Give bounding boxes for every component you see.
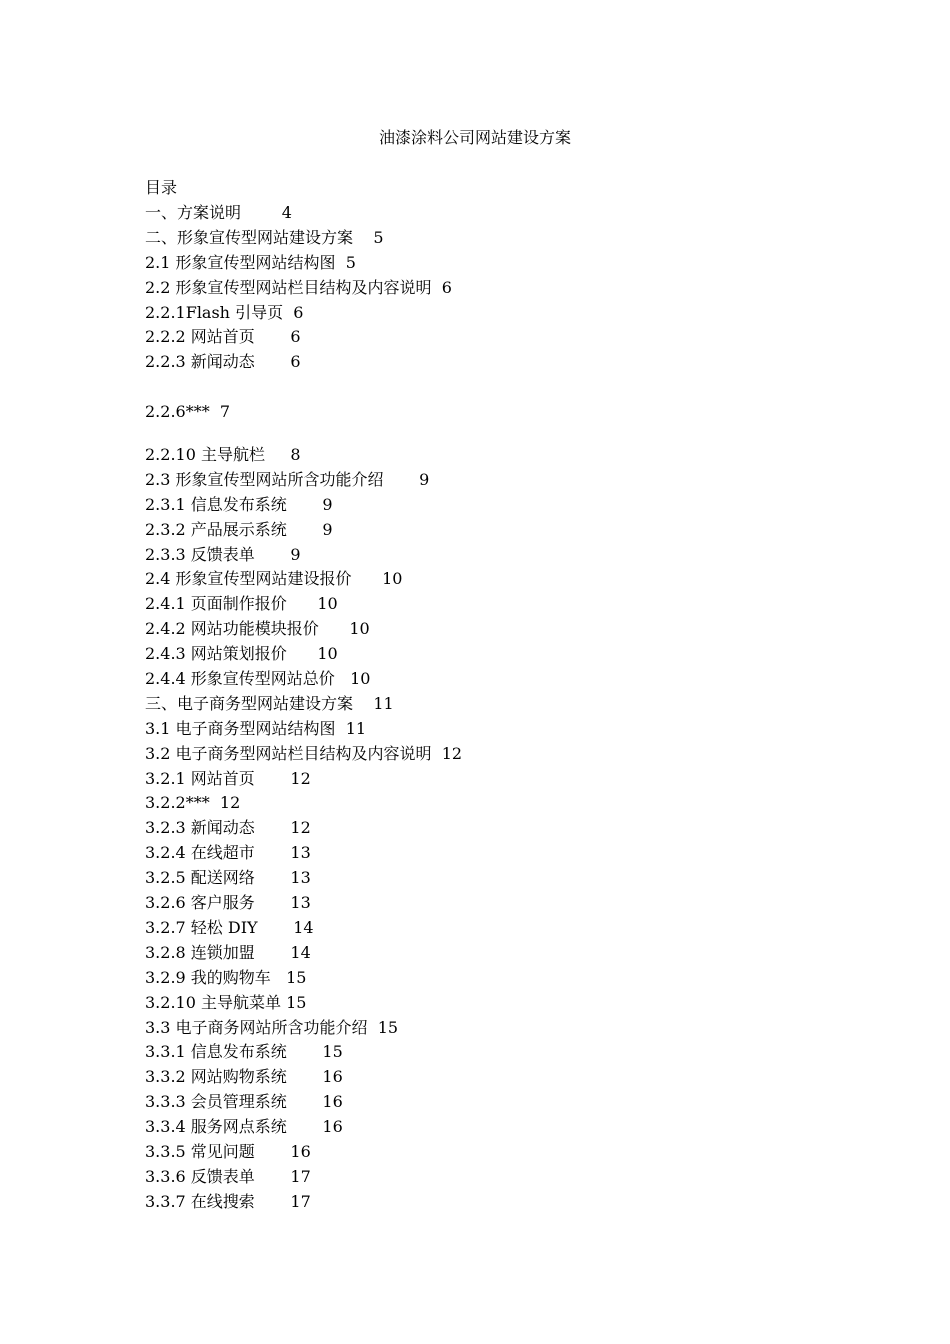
toc-entry[interactable] — [145, 443, 845, 468]
toc-entry-label: 2.2.1Flash 引导页 — [145, 302, 284, 322]
toc-entry[interactable] — [145, 941, 845, 966]
toc-entry[interactable] — [145, 325, 845, 350]
toc-entry-label: 2.3 形象宣传型网站所含功能介绍 — [145, 469, 384, 489]
toc-entry-spacer — [352, 569, 383, 588]
toc-entry[interactable] — [145, 226, 845, 251]
toc-entry-spacer — [336, 719, 346, 738]
toc-entry-label: 3.2.8 连锁加盟 — [145, 942, 255, 962]
table-of-contents — [145, 201, 845, 1215]
toc-entry-spacer — [255, 769, 291, 788]
toc-entry[interactable] — [145, 400, 845, 425]
toc-entry-spacer — [287, 1067, 323, 1086]
toc-entry-spacer — [258, 918, 294, 937]
toc-entry-spacer — [287, 594, 318, 613]
toc-entry-page-number: 10 — [317, 594, 338, 614]
toc-entry-spacer — [336, 253, 346, 272]
toc-entry-spacer — [210, 793, 220, 812]
toc-entry-label: 二、形象宣传型网站建设方案 — [145, 227, 354, 247]
toc-entry-label: 3.2.2*** — [145, 793, 210, 813]
toc-entry[interactable] — [145, 592, 845, 617]
toc-entry-spacer — [255, 893, 291, 912]
toc-entry-spacer — [335, 669, 350, 688]
toc-entry-page-number: 13 — [290, 868, 311, 888]
toc-entry-spacer — [287, 1042, 323, 1061]
toc-entry-page-number: 6 — [290, 352, 301, 372]
toc-entry[interactable] — [145, 916, 845, 941]
toc-entry-label: 3.3 电子商务网站所含功能介绍 — [145, 1017, 368, 1037]
toc-entry-page-number: 14 — [293, 917, 314, 937]
toc-entry-label: 3.2.4 在线超市 — [145, 843, 255, 863]
toc-entry-page-number: 9 — [290, 544, 301, 564]
toc-entry[interactable] — [145, 692, 845, 717]
toc-entry-label: 2.2.10 主导航栏 — [145, 445, 265, 465]
toc-entry-page-number: 17 — [290, 1166, 311, 1186]
toc-entry-spacer — [255, 1142, 291, 1161]
toc-entry-spacer — [255, 1167, 291, 1186]
toc-entry-page-number: 6 — [441, 277, 452, 297]
toc-entry-page-number: 14 — [290, 942, 311, 962]
toc-entry-spacer — [255, 327, 291, 346]
toc-entry-spacer — [384, 470, 420, 489]
toc-entry-label: 2.4.1 页面制作报价 — [145, 594, 287, 614]
toc-entry[interactable] — [145, 567, 845, 592]
toc-entry-label: 2.4.2 网站功能模块报价 — [145, 619, 319, 639]
toc-entry-label: 2.3.3 反馈表单 — [145, 544, 255, 564]
toc-entry-spacer — [255, 868, 291, 887]
toc-entry-spacer — [283, 303, 293, 322]
toc-entry-spacer — [368, 1018, 378, 1037]
toc-entry[interactable] — [145, 518, 845, 543]
toc-entry-label: 3.2.3 新闻动态 — [145, 818, 255, 838]
toc-entry[interactable] — [145, 1165, 845, 1190]
toc-entry-spacer — [353, 694, 373, 713]
toc-entry-label: 2.4.3 网站策划报价 — [145, 644, 287, 664]
toc-entry-label: 2.3.2 产品展示系统 — [145, 519, 287, 539]
toc-entry-page-number: 10 — [350, 669, 371, 689]
toc-entry-label: 3.3.5 常见问题 — [145, 1141, 255, 1161]
toc-entry-page-number: 16 — [290, 1141, 311, 1161]
toc-entry[interactable] — [145, 301, 845, 326]
toc-entry-label: 3.1 电子商务型网站结构图 — [145, 718, 336, 738]
toc-entry-page-number: 15 — [286, 992, 307, 1012]
toc-entry-spacer — [432, 278, 442, 297]
toc-entry-page-number: 16 — [322, 1092, 343, 1112]
toc-entry-spacer — [432, 744, 442, 763]
toc-entry[interactable] — [145, 468, 845, 493]
toc-entry-page-number: 6 — [290, 327, 301, 347]
toc-entry-label: 3.2.6 客户服务 — [145, 893, 255, 913]
toc-entry-page-number: 9 — [322, 519, 333, 539]
toc-entry[interactable] — [145, 891, 845, 916]
toc-entry[interactable] — [145, 966, 845, 991]
toc-entry[interactable] — [145, 667, 845, 692]
toc-entry-page-number: 10 — [317, 644, 338, 664]
toc-entry-page-number: 8 — [290, 445, 301, 465]
toc-entry-label: 2.2.2 网站首页 — [145, 327, 255, 347]
toc-entry[interactable] — [145, 767, 845, 792]
toc-entry-page-number: 17 — [290, 1191, 311, 1211]
toc-entry[interactable] — [145, 1016, 845, 1041]
toc-entry-spacer — [287, 1092, 323, 1111]
toc-entry-spacer — [255, 818, 291, 837]
toc-entry-spacer — [255, 843, 291, 862]
toc-entry-page-number: 5 — [373, 227, 384, 247]
toc-entry-spacer — [319, 619, 350, 638]
toc-entry-label: 3.3.4 服务网点系统 — [145, 1117, 287, 1137]
toc-entry[interactable] — [145, 251, 845, 276]
toc-entry-spacer — [255, 943, 291, 962]
toc-entry-spacer — [287, 644, 318, 663]
toc-entry-spacer — [255, 545, 291, 564]
toc-entry-page-number: 11 — [373, 693, 394, 713]
toc-entry-page-number: 6 — [293, 302, 304, 322]
toc-entry[interactable] — [145, 866, 845, 891]
toc-entry-label: 一、方案说明 — [145, 203, 242, 222]
toc-entry-spacer — [287, 520, 323, 539]
toc-entry[interactable] — [145, 1040, 845, 1065]
toc-heading: 目录 — [145, 178, 178, 197]
toc-entry-page-number: 5 — [345, 252, 356, 272]
toc-entry-page-number: 9 — [419, 469, 430, 489]
toc-entry[interactable] — [145, 1090, 845, 1115]
toc-entry-label: 3.2.10 主导航菜单 — [145, 992, 281, 1012]
toc-entry-page-number: 12 — [441, 743, 463, 763]
toc-entry-label: 3.3.3 会员管理系统 — [145, 1092, 287, 1112]
toc-entry-page-number: 16 — [322, 1117, 343, 1137]
toc-entry[interactable] — [145, 350, 845, 375]
toc-entry-page-number: 7 — [219, 402, 231, 422]
toc-entry[interactable] — [145, 493, 845, 518]
toc-entry[interactable] — [145, 276, 845, 301]
toc-entry[interactable] — [145, 717, 845, 742]
toc-entry-page-number: 16 — [322, 1067, 343, 1087]
toc-entry-label: 2.2 形象宣传型网站栏目结构及内容说明 — [145, 277, 432, 297]
toc-entry-spacer — [287, 1117, 323, 1136]
toc-entry-label: 3.3.1 信息发布系统 — [145, 1042, 287, 1062]
toc-entry-label: 2.4 形象宣传型网站建设报价 — [145, 569, 352, 589]
toc-entry-label: 3.3.6 反馈表单 — [145, 1166, 255, 1186]
toc-entry-label: 3.2 电子商务型网站栏目结构及内容说明 — [145, 743, 432, 763]
toc-entry-label: 2.2.6*** — [145, 402, 210, 422]
toc-entry-label: 3.2.7 轻松 DIY — [145, 917, 258, 937]
toc-entry[interactable] — [145, 1115, 845, 1140]
toc-entry-spacer — [271, 968, 286, 987]
toc-entry-label: 2.2.3 新闻动态 — [145, 352, 255, 372]
toc-entry[interactable] — [145, 642, 845, 667]
toc-entry[interactable] — [145, 1190, 845, 1215]
toc-entry-page-number: 12 — [219, 793, 241, 813]
toc-entry-label: 3.2.5 配送网络 — [145, 868, 255, 888]
toc-entry-spacer — [353, 228, 373, 247]
toc-entry-label: 3.3.7 在线搜索 — [145, 1191, 255, 1211]
toc-entry[interactable] — [145, 841, 845, 866]
toc-entry-page-number: 15 — [377, 1017, 399, 1037]
toc-entry-spacer — [255, 352, 291, 371]
toc-entry-spacer — [210, 402, 220, 421]
toc-entry-page-number: 10 — [349, 619, 370, 639]
toc-entry-page-number: 10 — [382, 569, 403, 589]
toc-entry[interactable] — [145, 791, 845, 816]
toc-entry[interactable] — [145, 816, 845, 841]
toc-entry-spacer — [265, 445, 290, 464]
toc-entry-spacer — [255, 1192, 291, 1211]
toc-entry[interactable] — [145, 1065, 845, 1090]
toc-entry-page-number: 12 — [290, 768, 311, 788]
toc-entry-label: 三、电子商务型网站建设方案 — [145, 693, 354, 713]
toc-entry-page-number: 15 — [322, 1042, 343, 1062]
document-title: 油漆涂料公司网站建设方案 — [378, 128, 571, 147]
toc-entry[interactable] — [145, 991, 845, 1016]
toc-entry-page-number: 9 — [322, 494, 333, 514]
toc-entry-spacer — [287, 495, 323, 514]
toc-entry-page-number: 15 — [286, 967, 307, 987]
toc-entry-page-number: 13 — [290, 893, 311, 913]
toc-entry-label: 2.1 形象宣传型网站结构图 — [145, 252, 336, 272]
toc-entry-label: 3.2.1 网站首页 — [145, 768, 255, 788]
toc-entry-label: 3.3.2 网站购物系统 — [145, 1067, 287, 1087]
toc-entry-label: 2.4.4 形象宣传型网站总价 — [145, 669, 335, 689]
toc-entry[interactable] — [145, 742, 845, 767]
toc-entry-page-number: 12 — [290, 818, 311, 838]
toc-entry-label: 2.3.1 信息发布系统 — [145, 494, 287, 514]
toc-entry[interactable] — [145, 201, 845, 226]
toc-entry-page-number: 4 — [281, 203, 292, 222]
toc-entry-page-number: 11 — [345, 718, 367, 738]
toc-entry-label: 3.2.9 我的购物车 — [145, 967, 271, 987]
toc-entry[interactable] — [145, 1140, 845, 1165]
toc-entry[interactable] — [145, 543, 845, 568]
toc-entry-spacer — [241, 203, 282, 222]
toc-entry[interactable] — [145, 617, 845, 642]
toc-entry-page-number: 13 — [290, 843, 311, 863]
